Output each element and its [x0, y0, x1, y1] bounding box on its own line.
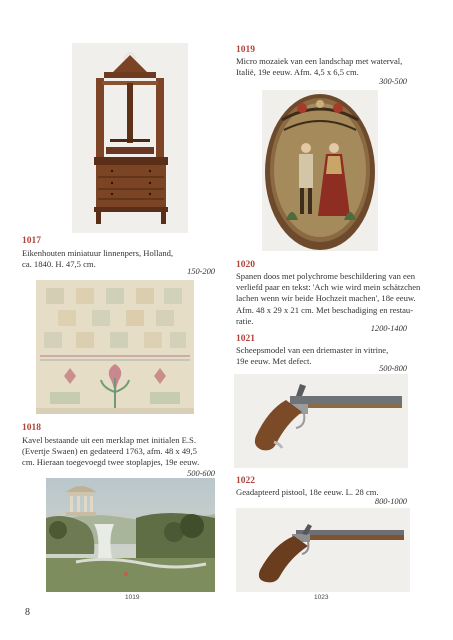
lot-estimate: 150-200: [187, 267, 215, 276]
lot-description-line: Geadapteerd pistool, 18e eeuw. L. 28 cm.: [236, 487, 379, 497]
lot-estimate: 1200-1400: [370, 324, 407, 333]
lot-description: [236, 271, 430, 327]
lot-description-line: Spanen doos met polychrome beschildering van een: [236, 271, 415, 281]
lot-description-line: Eikenhouten miniatuur linnenpers, Holland,: [22, 248, 174, 258]
lot-estimate: 300-500: [379, 77, 407, 86]
lot-number: 1020: [236, 260, 255, 270]
micro-mosaic-photo: [46, 478, 215, 592]
lot-description-line: Kavel bestaande uit een merklap met initialen E.S.: [22, 435, 196, 445]
lot-description-line: ca. 1840. H. 47,5 cm.: [22, 259, 96, 270]
lot-description-line: cm. Hieraan toegevoegd twee stoplapjes, 19e eeuw.: [22, 457, 200, 468]
painted-box-photo: [262, 90, 378, 251]
lot-description-line: Micro mozaiek van een landschap met waterval,: [236, 56, 403, 66]
lot-number: 1021: [236, 334, 255, 344]
lot-number: 1017: [22, 236, 41, 246]
lot-number: 1022: [236, 476, 255, 486]
lot-description-line: Afm. 48 x 29 x 21 cm. Met beschadiging en restau-: [236, 304, 414, 315]
lot-description-line: (Evertje Swaen) en gedateerd 1763, afm. 48 x 49,5: [22, 446, 197, 457]
image-caption: 1023: [314, 594, 329, 601]
lot-number: 1019: [236, 45, 255, 55]
lot-estimate: 500-600: [187, 469, 215, 478]
lot-estimate: 800-1000: [374, 497, 407, 506]
lot-description-line: verliefd paar en tekst: 'Ach wie wird mein schätzchen: [236, 282, 421, 293]
lot-description-line: Scheepsmodel van een driemaster in vitrine,: [236, 345, 389, 355]
percussion-pistol-photo: [234, 374, 408, 468]
lot-description-line: Italië, 19e eeuw. Afm. 4,5 x 6,5 cm.: [236, 67, 359, 78]
lot-estimate: 500-800: [379, 364, 407, 373]
flintlock-pistol-photo: [236, 508, 410, 592]
lot-description-line: 19e eeuw. Met defect.: [236, 356, 312, 367]
sampler-photo: [36, 280, 194, 414]
lot-description-line: lachen wenn wir beide Hochzeit machen', 18e eeuw.: [236, 293, 416, 304]
page-number: 8: [25, 607, 30, 618]
lot-description: [22, 435, 216, 469]
lot-number: 1018: [22, 423, 41, 433]
linen-press-photo: [72, 43, 188, 233]
image-caption: 1019: [125, 594, 140, 601]
lot-description-line: ratie.: [236, 315, 254, 326]
